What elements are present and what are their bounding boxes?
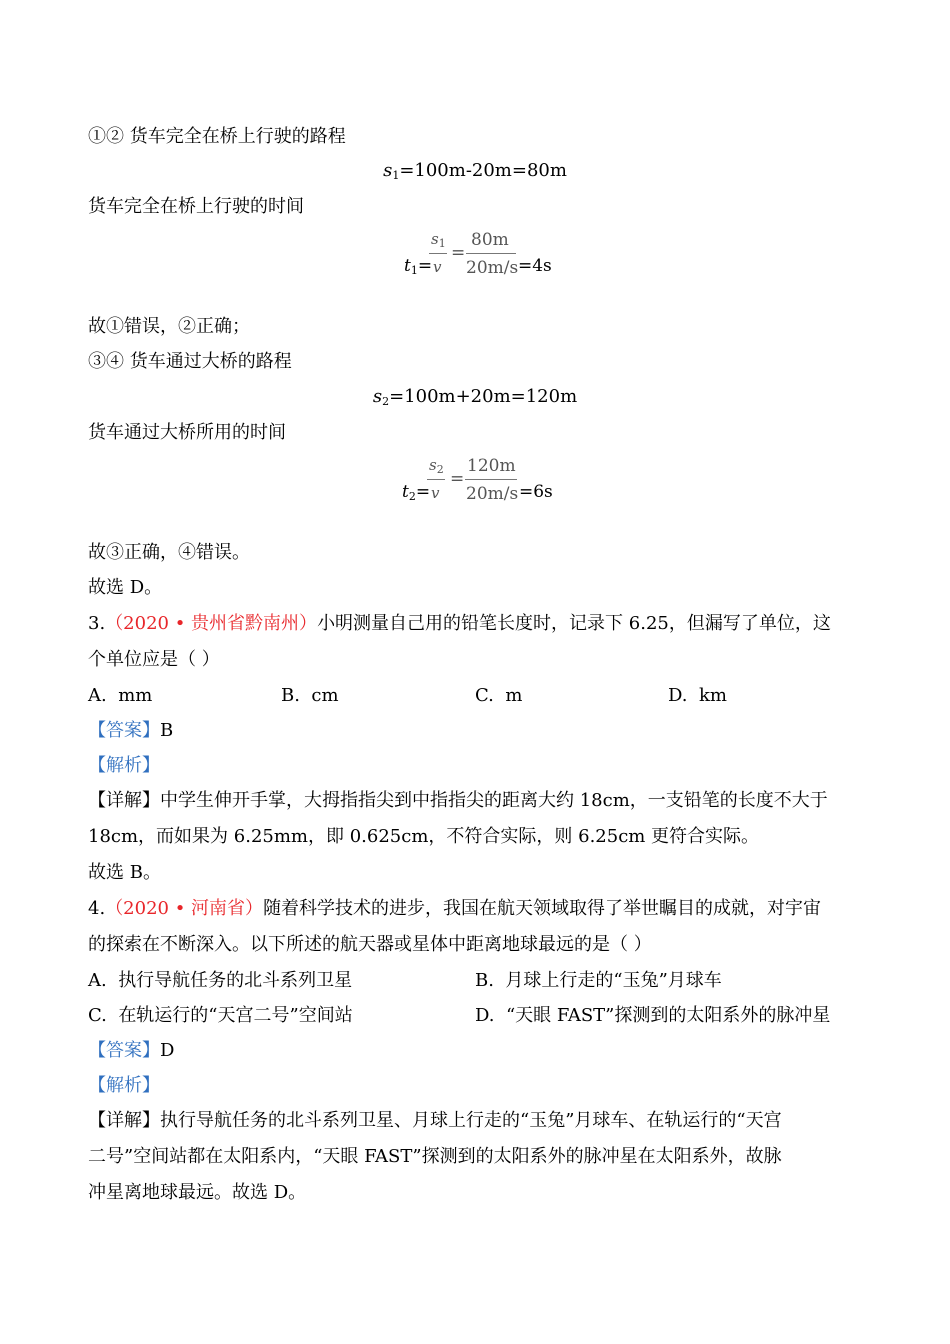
s2-symbol: s xyxy=(372,386,383,407)
q3-option-d xyxy=(668,685,727,707)
s1-equation xyxy=(0,160,950,187)
q4-number: 4. xyxy=(88,898,106,919)
t1-equation xyxy=(404,228,564,284)
f2-value-bar xyxy=(465,479,517,480)
f2-fraction-bar xyxy=(427,479,445,480)
q3-analysis-tag: 【解析】 xyxy=(88,755,160,776)
q4-detail-line1: 执行导航任务的北斗系列卫星、月球上行走的“玉兔”月球车、在轨运行的“天宫 xyxy=(160,1110,782,1131)
f2-denominator-value: 20m/s xyxy=(466,484,519,504)
q4-option-b xyxy=(475,970,722,992)
q3-detail-tag: 【详解】 xyxy=(88,790,160,811)
f1-equals: = xyxy=(451,243,466,263)
t1-subscript: 1 xyxy=(410,264,418,277)
step34-label: ③④ 货车通过大桥的路程 xyxy=(88,351,292,372)
t2-symbol: t xyxy=(402,482,409,502)
f1-numerator-value: 80m xyxy=(471,230,509,250)
option-letter: C. xyxy=(475,685,494,706)
t2-subscript: 2 xyxy=(408,490,416,503)
q3-detail-line1: 中学生伸开手掌，大拇指指尖到中指指尖的距离大约 18cm，一支铅笔的长度不大于 xyxy=(160,790,828,811)
s2-equation xyxy=(0,386,950,413)
conclusion2: 故③正确，④错误。 xyxy=(88,542,250,563)
f1-numerator-subscript: 1 xyxy=(438,237,446,250)
option-text: cm xyxy=(311,685,339,706)
option-letter: A. xyxy=(88,970,107,991)
q4-analysis-tag: 【解析】 xyxy=(88,1075,160,1096)
q4-source: （2020 • 河南省） xyxy=(105,898,264,919)
conclusion1: 故①错误，②正确； xyxy=(88,316,250,337)
t1-symbol: t xyxy=(404,256,411,276)
option-text: 在轨运行的“天宫二号”空间站 xyxy=(118,1005,353,1026)
q3-answer-tag: 【答案】 xyxy=(88,720,160,741)
option-letter: D. xyxy=(668,685,688,706)
q3-detail xyxy=(88,790,828,812)
q4-stem-line1: 随着科学技术的进步，我国在航天领域取得了举世瞩目的成就，对宇宙 xyxy=(263,898,822,919)
q4-option-d xyxy=(475,1005,830,1027)
q3-detail-line2: 18cm，而如果为 6.25mm，即 0.625cm，不符合实际，则 6.25cm 更符合实际。 xyxy=(88,826,760,847)
q3-number: 3. xyxy=(88,613,106,634)
time2-label: 货车通过大桥所用的时间 xyxy=(88,422,286,443)
s1-symbol: s xyxy=(383,160,393,181)
q4-detail-tag: 【详解】 xyxy=(88,1110,160,1131)
option-text: 执行导航任务的北斗系列卫星 xyxy=(118,970,353,991)
f1-value-bar xyxy=(466,253,516,254)
q3-option-c xyxy=(475,685,522,707)
q4-stem-line2: 的探索在不断深入。以下所述的航天器或星体中距离地球最远的是（ ） xyxy=(88,934,652,955)
f2-numerator-symbol: s xyxy=(429,456,437,474)
option-text: “天眼 FAST”探测到的太阳系外的脉冲星 xyxy=(505,1005,831,1026)
option-text: km xyxy=(698,685,727,706)
option-text: mm xyxy=(118,685,153,706)
q4-option-a xyxy=(88,970,352,992)
time1-label: 货车完全在桥上行驶的时间 xyxy=(88,196,304,217)
option-letter: D. xyxy=(475,1005,495,1026)
f1-fraction-bar xyxy=(429,253,447,254)
option-letter: B. xyxy=(475,970,494,991)
option-text: m xyxy=(505,685,523,706)
t2-equals: = xyxy=(415,482,431,502)
q4-answer-tag: 【答案】 xyxy=(88,1040,160,1061)
q3-answer xyxy=(88,720,173,742)
q3-option-a xyxy=(88,685,152,707)
q3-stem xyxy=(88,613,831,635)
f1-denominator: v xyxy=(433,258,442,276)
q4-detail-line2: 二号”空间站都在太阳系内，“天眼 FAST”探测到的太阳系外的脉冲星在太阳系外，故脉 xyxy=(88,1146,782,1167)
q4-option-c xyxy=(88,1005,353,1027)
f2-equals: = xyxy=(450,469,465,489)
s1-expression: =100m-20m=80m xyxy=(399,160,567,181)
q3-source: （2020 • 贵州省黔南州） xyxy=(105,613,318,634)
t1-equals: = xyxy=(417,256,433,276)
s2-expression: =100m+20m=120m xyxy=(389,386,578,407)
s1-subscript: 1 xyxy=(392,169,400,182)
option-text: 月球上行走的“玉兔”月球车 xyxy=(505,970,722,991)
f2-numerator-subscript: 2 xyxy=(436,463,444,476)
choice2: 故选 D。 xyxy=(88,577,163,598)
option-letter: C. xyxy=(88,1005,107,1026)
step12-label: ①② 货车完全在桥上行驶的路程 xyxy=(88,126,346,147)
q3-option-b xyxy=(281,685,339,707)
t1-result: =4s xyxy=(518,256,552,276)
f2-numerator-value: 120m xyxy=(467,456,516,476)
s2-subscript: 2 xyxy=(382,395,390,408)
q3-stem-line1: 小明测量自己用的铅笔长度时，记录下 6.25，但漏写了单位，这 xyxy=(317,613,831,634)
option-letter: A. xyxy=(88,685,107,706)
q4-detail-line3: 冲星离地球最远。故选 D。 xyxy=(88,1182,307,1203)
q4-answer-value: D xyxy=(160,1040,175,1061)
t2-equation xyxy=(402,454,572,510)
f1-numerator-symbol: s xyxy=(431,230,439,248)
t2-result: =6s xyxy=(519,482,553,502)
q4-answer xyxy=(88,1040,174,1062)
q4-detail xyxy=(88,1110,782,1132)
q3-choice: 故选 B。 xyxy=(88,862,161,883)
f2-denominator: v xyxy=(431,484,440,502)
f1-denominator-value: 20m/s xyxy=(466,258,519,278)
q3-stem-line2: 个单位应是（ ） xyxy=(88,649,220,670)
q3-answer-value: B xyxy=(160,720,174,741)
q4-stem xyxy=(88,898,821,920)
option-letter: B. xyxy=(281,685,300,706)
